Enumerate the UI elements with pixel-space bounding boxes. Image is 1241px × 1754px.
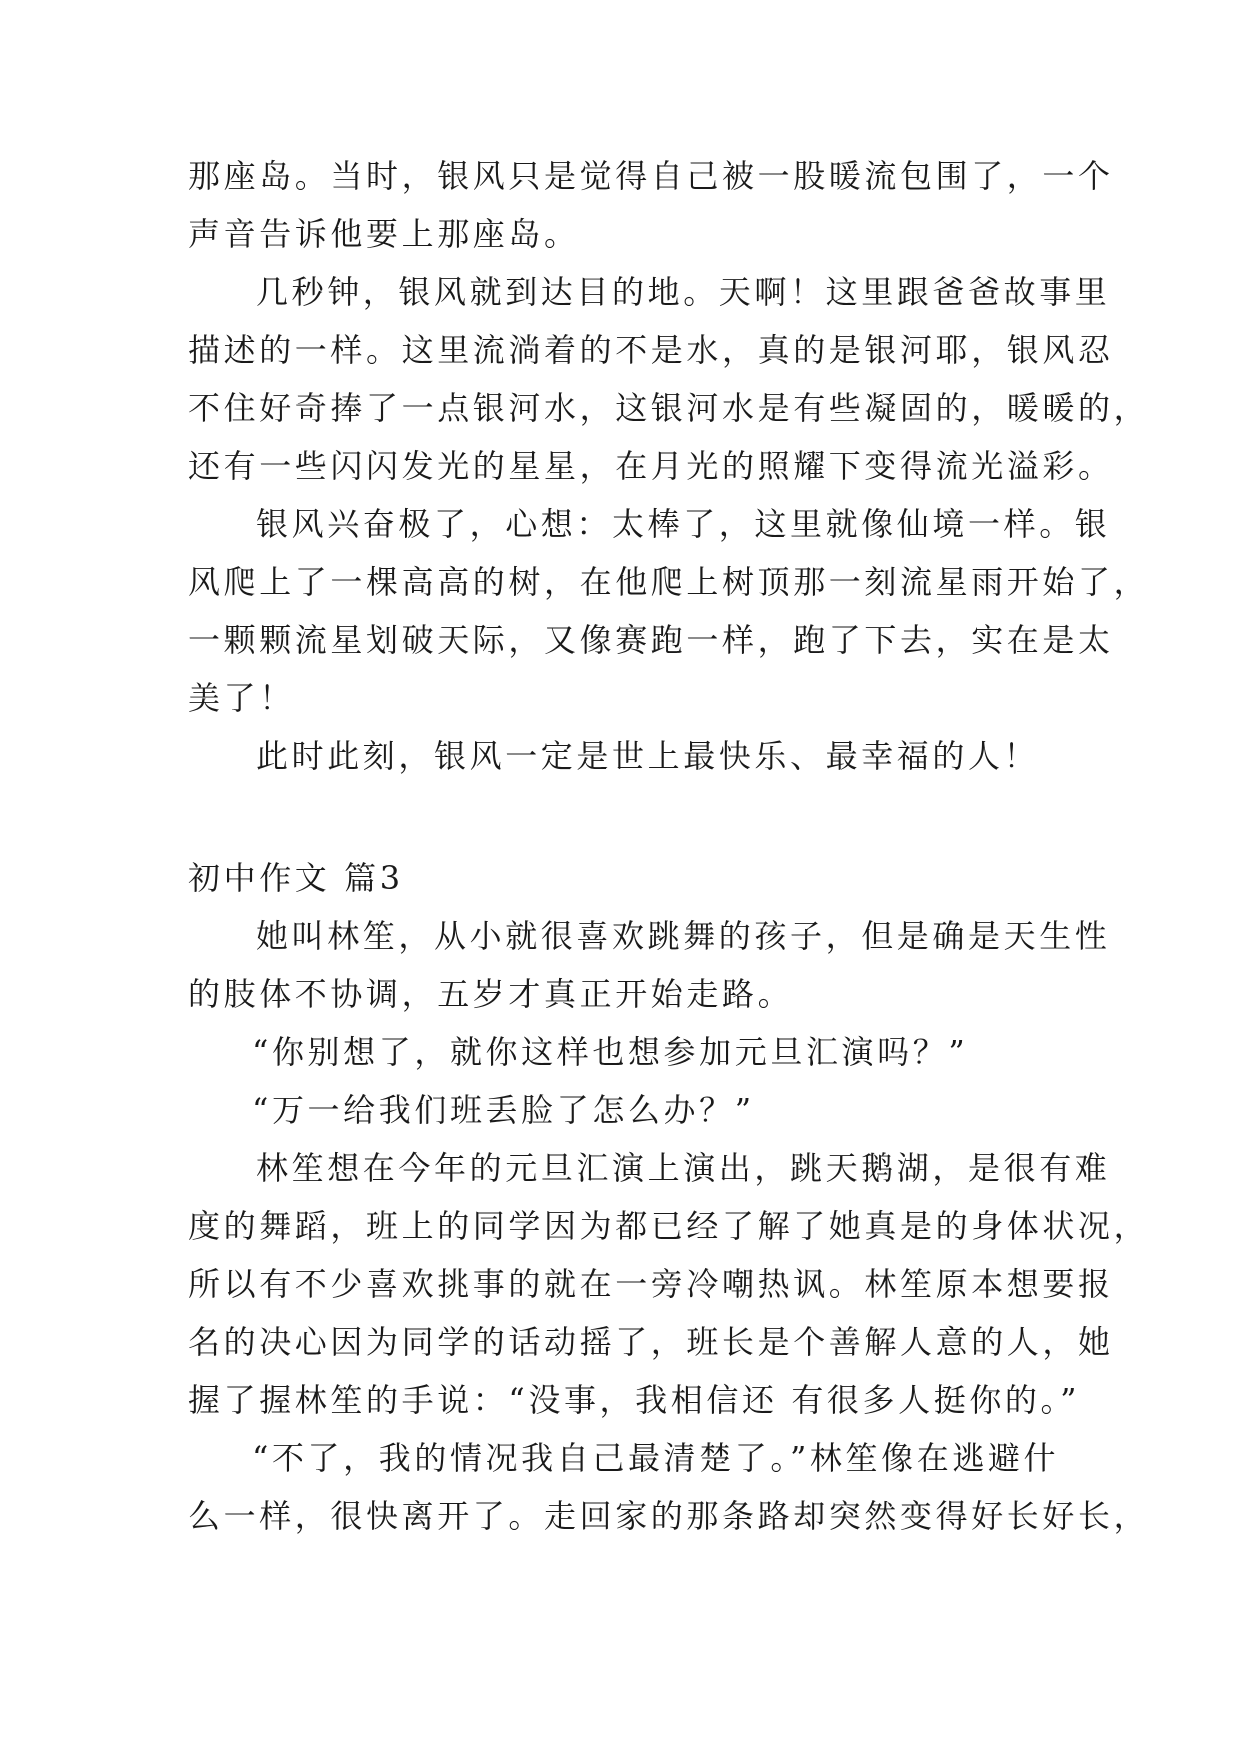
paragraph-line: 风爬上了一棵高高的树，在他爬上树顶那一刻流星雨开始了， [188,563,1150,601]
paragraph-line: 所以有不少喜欢挑事的就在一旁冷嘲热讽。林笙原本想要报 [188,1265,1114,1303]
paragraph-line: 声音告诉他要上那座岛。 [188,215,580,253]
paragraph-line: 她叫林笙，从小就很喜欢跳舞的孩子，但是确是天生性 [256,917,1111,955]
dialogue-line: “万一给我们班丢脸了怎么办？” [252,1091,755,1129]
paragraph-line: 一颗颗流星划破天际，又像赛跑一样，跑了下去，实在是太 [188,621,1114,659]
dialogue-line: “不了，我的情况我自己最清楚了。”林笙像在逃避什 [252,1439,1060,1477]
paragraph-line: 握了握林笙的手说：“没事，我相信还 有很多人挺你的。” [188,1381,1081,1419]
paragraph-line: 那座岛。当时，银风只是觉得自己被一股暖流包围了，一个 [188,157,1114,195]
paragraph-line: 么一样，很快离开了。走回家的那条路却突然变得好长好长， [188,1497,1150,1535]
paragraph-line: 的肢体不协调，五岁才真正开始走路。 [188,975,794,1013]
paragraph-line: 银风兴奋极了，心想：太棒了，这里就像仙境一样。银 [256,505,1111,543]
paragraph-line: 不住好奇捧了一点银河水，这银河水是有些凝固的，暖暖的， [188,389,1150,427]
paragraph-line: 还有一些闪闪发光的星星，在月光的照耀下变得流光溢彩。 [188,447,1114,485]
paragraph-line: 名的决心因为同学的话动摇了，班长是个善解人意的人，她 [188,1323,1114,1361]
paragraph-line: 林笙想在今年的元旦汇演上演出，跳天鹅湖，是很有难 [256,1149,1111,1187]
paragraph-line: 美了！ [188,679,295,717]
paragraph-line: 几秒钟，银风就到达目的地。天啊！这里跟爸爸故事里 [256,273,1111,311]
dialogue-line: “你别想了，就你这样也想参加元旦汇演吗？” [252,1033,969,1071]
paragraph-line: 描述的一样。这里流淌着的不是水，真的是银河耶，银风忍 [188,331,1114,369]
section-heading: 初中作文 篇3 [188,859,404,897]
paragraph-line: 此时此刻，银风一定是世上最快乐、最幸福的人！ [256,737,1040,775]
paragraph-line: 度的舞蹈，班上的同学因为都已经了解了她真是的身体状况， [188,1207,1150,1245]
